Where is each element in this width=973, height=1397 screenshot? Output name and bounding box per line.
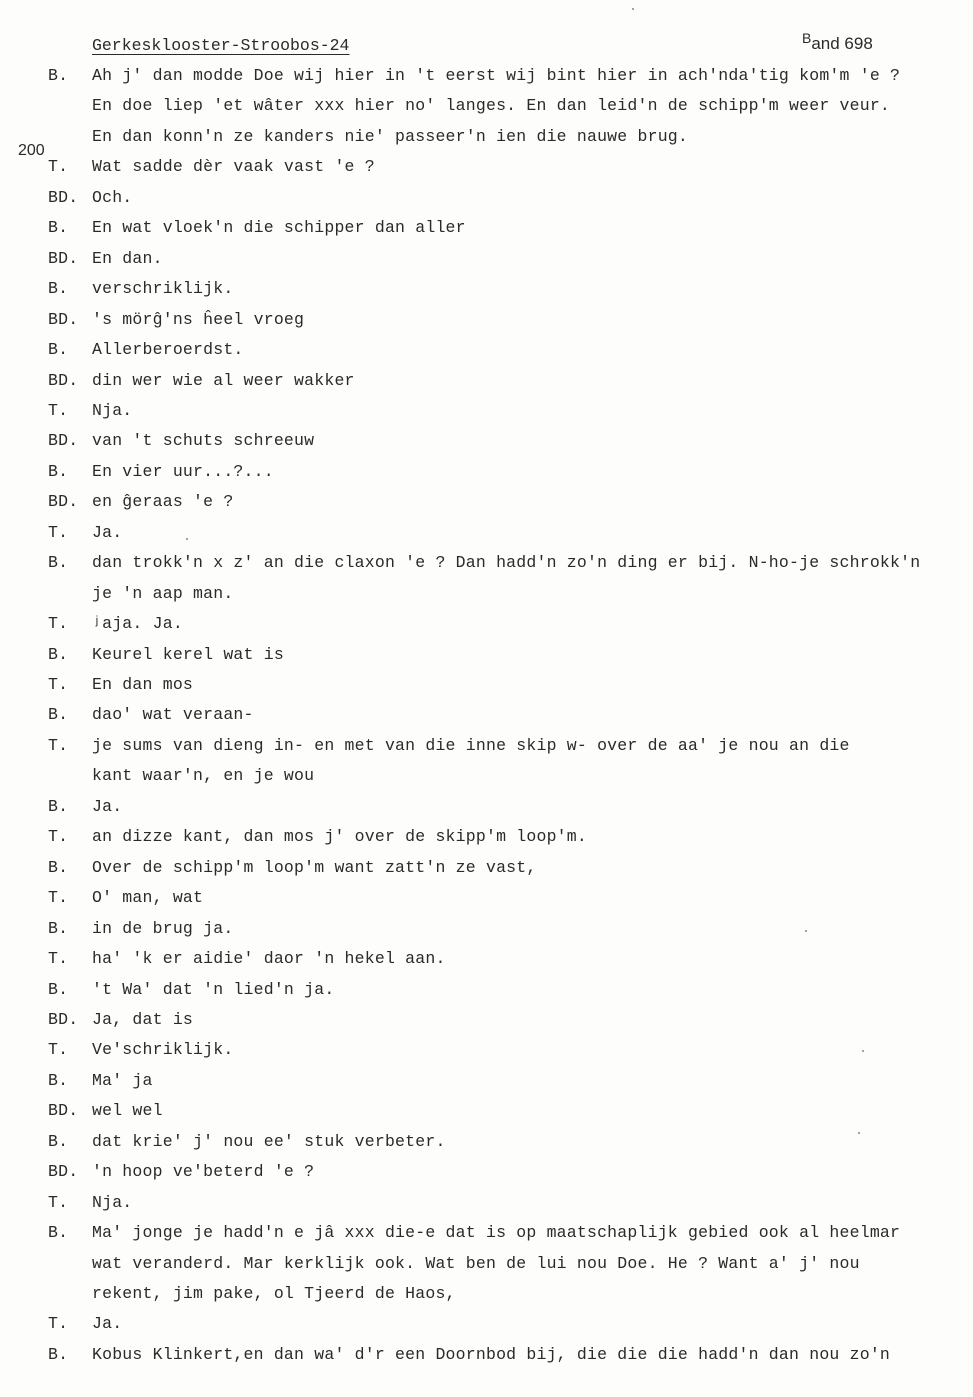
utterance-text: en ĝeraas 'e ? [92,492,234,512]
paper-speck [858,1132,860,1134]
utterance-text: O' man, wat [92,888,204,908]
transcript-line [0,1010,973,1034]
utterance-text: dao' wat veraan- [92,705,254,725]
band-rest: and 698 [811,34,873,53]
transcript-line [0,96,973,120]
speaker-label: T. [48,614,69,634]
utterance-text: Nja. [92,400,133,420]
speaker-label: BD. [48,492,79,512]
transcript-line [0,919,973,943]
transcript-line [0,492,973,516]
utterance-text: verschriklijk. [92,279,234,299]
utterance-text: Nja. [92,1192,133,1212]
speaker-label: B. [48,979,69,999]
transcript-line [0,371,973,395]
speaker-label: T. [48,827,69,847]
speaker-label: BD. [48,1162,79,1182]
transcript-line [0,766,973,790]
document-title: Gerkesklooster-Stroobos-24 [92,36,350,55]
speaker-label: T. [48,735,69,755]
speaker-label: T. [48,157,69,177]
transcript-line [0,218,973,242]
speaker-label: T. [48,1314,69,1334]
speaker-label: T. [48,522,69,542]
speaker-label: B. [48,66,69,85]
transcript-line [0,584,973,608]
speaker-label: T. [48,1192,69,1212]
paper-speck [186,538,188,540]
transcript-line [0,279,973,303]
transcript-line [0,188,973,212]
utterance-text: ʲaja. Ja. [92,614,183,634]
transcript-line [0,736,973,760]
utterance-text: En doe liep 'et wâter xxx hier no' langes. En dan leid'n de schipp'm weer veur. [92,96,891,116]
speaker-label: B. [48,644,69,664]
transcript-line [0,157,973,181]
speaker-label: BD. [48,431,79,451]
speaker-label: B. [48,796,69,816]
transcript-line [0,675,973,699]
transcript-line [0,431,973,455]
transcript-line [0,614,973,638]
transcript-line [0,1223,973,1247]
utterance-text: Ja. [92,796,123,816]
utterance-text: dat krie' j' nou ee' stuk verbeter. [92,1131,446,1151]
utterance-text: je sums van dieng in- en met van die inne skip w- over de aa' je nou an die [92,735,850,755]
transcript-line [0,249,973,273]
utterance-text: Allerberoerdst. [92,340,244,360]
speaker-label: B. [48,279,69,299]
utterance-text: Ma' ja [92,1070,153,1090]
utterance-text: ha' 'k er aidie' daor 'n hekel aan. [92,949,446,969]
transcript-line [0,553,973,577]
utterance-text: rekent, jim pake, ol Tjeerd de Haos, [92,1284,456,1303]
utterance-text: 's mörĝ'ns ĥeel vroeg [92,309,305,329]
utterance-text: wel wel [92,1101,163,1121]
utterance-text: in de brug ja. [92,918,234,938]
utterance-text: En dan. [92,248,163,268]
speaker-label: B. [48,705,69,725]
transcript-line [0,523,973,547]
transcript-line [0,1254,973,1278]
speaker-label: BD. [48,187,79,207]
speaker-label: T. [48,675,69,694]
speaker-label: B. [48,1344,69,1364]
transcript-line [0,705,973,729]
speaker-label: B. [48,1223,69,1243]
band-prefix: B [802,30,812,46]
transcript-line [0,1132,973,1156]
paper-speck [805,930,807,932]
utterance-text: van 't schuts schreeuw [92,431,315,451]
transcript-line [0,949,973,973]
speaker-label: B. [48,461,69,481]
utterance-text: En wat vloek'n die schipper dan aller [92,218,466,238]
transcript-line [0,888,973,912]
transcript-line [0,66,973,90]
transcript-line [0,1071,973,1095]
utterance-text: an dizze kant, dan mos j' over de skipp'm loop'm. [92,827,587,847]
utterance-text: 't Wa' dat 'n lied'n ja. [92,979,335,999]
transcript-line [0,797,973,821]
utterance-text: En dan mos [92,675,194,694]
speaker-label: BD. [48,1009,79,1029]
utterance-text: En dan konn'n ze kanders nie' passeer'n ien die nauwe brug. [92,126,688,146]
speaker-label: BD. [48,1101,79,1121]
transcript-line [0,340,973,364]
utterance-text: Ah j' dan modde Doe wij hier in 't eerst wij bint hier in ach'nda'tig kom'm 'e ? [92,66,901,85]
utterance-text: je 'n aap man. [92,583,234,603]
utterance-text: Ja. [92,522,123,542]
speaker-label: T. [48,949,69,969]
transcript-line [0,310,973,334]
transcript-line [0,401,973,425]
speaker-label: T. [48,888,69,908]
speaker-label: BD. [48,309,79,329]
speaker-label: BD. [48,370,79,390]
utterance-text: Och. [92,187,133,207]
band-number [802,30,873,54]
utterance-text: wat veranderd. Mar kerklijk ook. Wat ben de lui nou Doe. He ? Want a' j' nou [92,1253,860,1273]
transcript-line [0,827,973,851]
utterance-text: Ma' jonge je hadd'n e jâ xxx die-e dat is op maatschaplijk gebied ook al heelmar [92,1223,901,1243]
utterance-text: Keurel kerel wat is [92,644,284,664]
transcript-line [0,645,973,669]
speaker-label: B. [48,857,69,877]
transcript-line [0,1040,973,1064]
transcript-line [0,462,973,486]
speaker-label: B. [48,1131,69,1151]
utterance-text: din wer wie al weer wakker [92,370,355,390]
utterance-text: 'n hoop ve'beterd 'e ? [92,1162,315,1182]
speaker-label: T. [48,1040,69,1060]
utterance-text: Wat sadde dèr vaak vast 'e ? [92,157,375,177]
paper-speck [862,1050,864,1052]
transcript-line [0,1193,973,1217]
margin-line-number: 200 [18,142,45,159]
transcript-line [0,127,973,151]
speaker-label: B. [48,918,69,938]
speaker-label: B. [48,553,69,573]
utterance-text: kant waar'n, en je wou [92,766,315,786]
utterance-text: dan trokk'n x z' an die claxon 'e ? Dan hadd'n zo'n ding er bij. N-ho-je schrokk'n [92,553,921,573]
transcript-line [0,1284,973,1308]
speaker-label: B. [48,340,69,360]
speaker-label: B. [48,218,69,238]
speaker-label: T. [48,400,69,420]
transcript-line [0,1345,973,1369]
utterance-text: En vier uur...?... [92,461,274,481]
utterance-text: Kobus Klinkert,en dan wa' d'r een Doornbod bij, die die die hadd'n dan nou zo'n [92,1344,891,1364]
speaker-label: B. [48,1070,69,1090]
transcript-line [0,858,973,882]
utterance-text: Ja. [92,1314,123,1334]
utterance-text: Over de schipp'm loop'm want zatt'n ze vast, [92,857,537,877]
transcript-line [0,1101,973,1125]
transcript-line [0,1162,973,1186]
paper-speck [632,8,634,10]
transcript-line [0,1314,973,1338]
utterance-text: Ve'schriklijk. [92,1040,234,1060]
speaker-label: BD. [48,248,79,268]
utterance-text: Ja, dat is [92,1009,194,1029]
transcript-line [0,980,973,1004]
